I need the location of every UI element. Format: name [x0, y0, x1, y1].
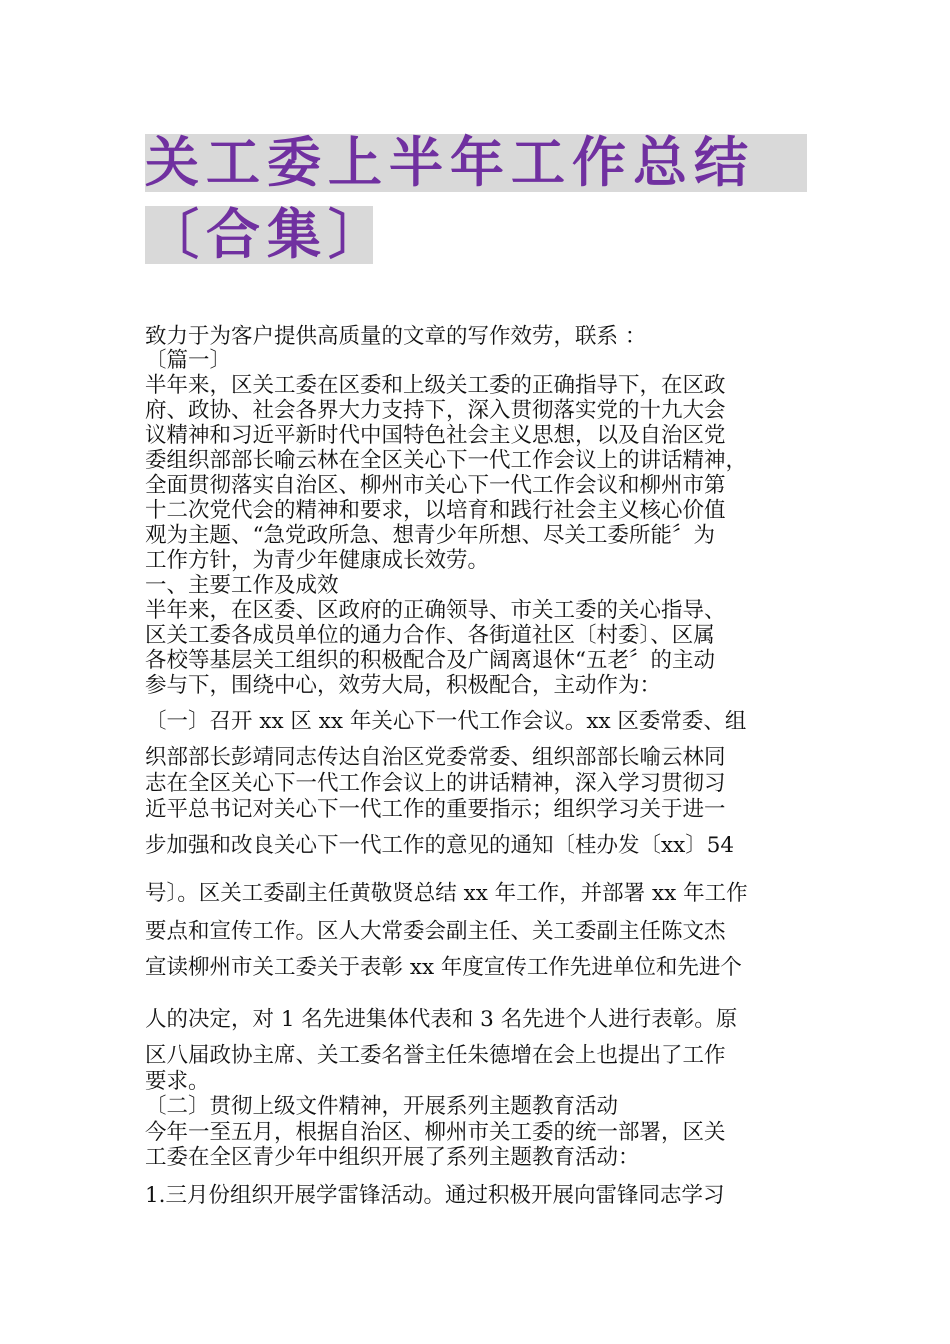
paragraph-line: 半年来，在区委、区政府的正确领导、市关工委的关心指导、: [145, 598, 726, 623]
paragraph-line: 委组织部部长喻云林在全区关心下一代工作会议上的讲话精神，: [145, 448, 748, 473]
section-heading: 一、主要工作及成效: [145, 573, 339, 598]
paragraph-line: 〔一〕召开 xx 区 xx 年关心下一代工作会议。xx 区委常委、组: [145, 709, 747, 734]
paragraph-line: 议精神和习近平新时代中国特色社会主义思想，以及自治区党: [145, 423, 726, 448]
paragraph-line: 号〕。区关工委副主任黄敬贤总结 xx 年工作，并部署 xx 年工作: [145, 881, 748, 906]
paragraph-line: 要点和宣传工作。区人大常委会副主任、关工委副主任陈文杰: [145, 919, 726, 944]
paragraph-line: 工作方针，为青少年健康成长效劳。: [145, 548, 490, 573]
paragraph-line: 参与下，围绕中心，效劳大局，积极配合，主动作为：: [145, 673, 662, 698]
paragraph-line: 织部部长彭靖同志传达自治区党委常委、组织部部长喻云林同: [145, 745, 726, 770]
paragraph-line: 今年一至五月，根据自治区、柳州市关工委的统一部署，区关: [145, 1120, 726, 1145]
paragraph-line: 步加强和改良关心下一代工作的意见的通知〔桂办发〔xx〕54: [145, 833, 735, 858]
paragraph-line: 府、政协、社会各界大力支持下，深入贯彻落实党的十九大会: [145, 398, 726, 423]
paragraph-line: 区八届政协主席、关工委名誉主任朱德增在会上也提出了工作: [145, 1043, 726, 1068]
paragraph-line: 志在全区关心下一代工作会议上的讲话精神，深入学习贯彻习: [145, 771, 726, 796]
paragraph-line: 观为主题、“急党政所急、想青少年所想、尽关工委所能〞为: [145, 523, 715, 548]
paragraph-line: 1.三月份组织开展学雷锋活动。通过积极开展向雷锋同志学习: [145, 1183, 725, 1208]
paragraph-line: 半年来，区关工委在区委和上级关工委的正确指导下，在区政: [145, 373, 726, 398]
paragraph-line: 人的决定，对 1 名先进集体代表和 3 名先进个人进行表彰。原: [145, 1007, 738, 1032]
document-title-line-1: 关工委上半年工作总结: [145, 134, 807, 192]
paragraph-line: 全面贯彻落实自治区、柳州市关心下一代工作会议和柳州市第: [145, 473, 726, 498]
section-heading: 〔二〕贯彻上级文件精神，开展系列主题教育活动: [145, 1094, 619, 1119]
document-title-line-2: 〔合集〕: [145, 203, 389, 266]
intro-line: 致力于为客户提供高质量的文章的写作效劳，联系 ：: [145, 324, 647, 349]
paragraph-line: 宣读柳州市关工委关于表彰 xx 年度宣传工作先进单位和先进个: [145, 955, 742, 980]
section-label: 〔篇一〕: [145, 348, 232, 373]
paragraph-line: 区关工委各成员单位的通力合作、各街道社区〔村委〕、区属: [145, 623, 715, 648]
paragraph-line: 各校等基层关工组织的积极配合及广阔离退休“五老〞的主动: [145, 648, 715, 673]
paragraph-line: 近平总书记对关心下一代工作的重要指示；组织学习关于进一: [145, 797, 726, 822]
paragraph-line: 十二次党代会的精神和要求，以培育和践行社会主义核心价值: [145, 498, 726, 523]
paragraph-line: 要求。: [145, 1069, 210, 1094]
paragraph-line: 工委在全区青少年中组织开展了系列主题教育活动：: [145, 1145, 640, 1170]
